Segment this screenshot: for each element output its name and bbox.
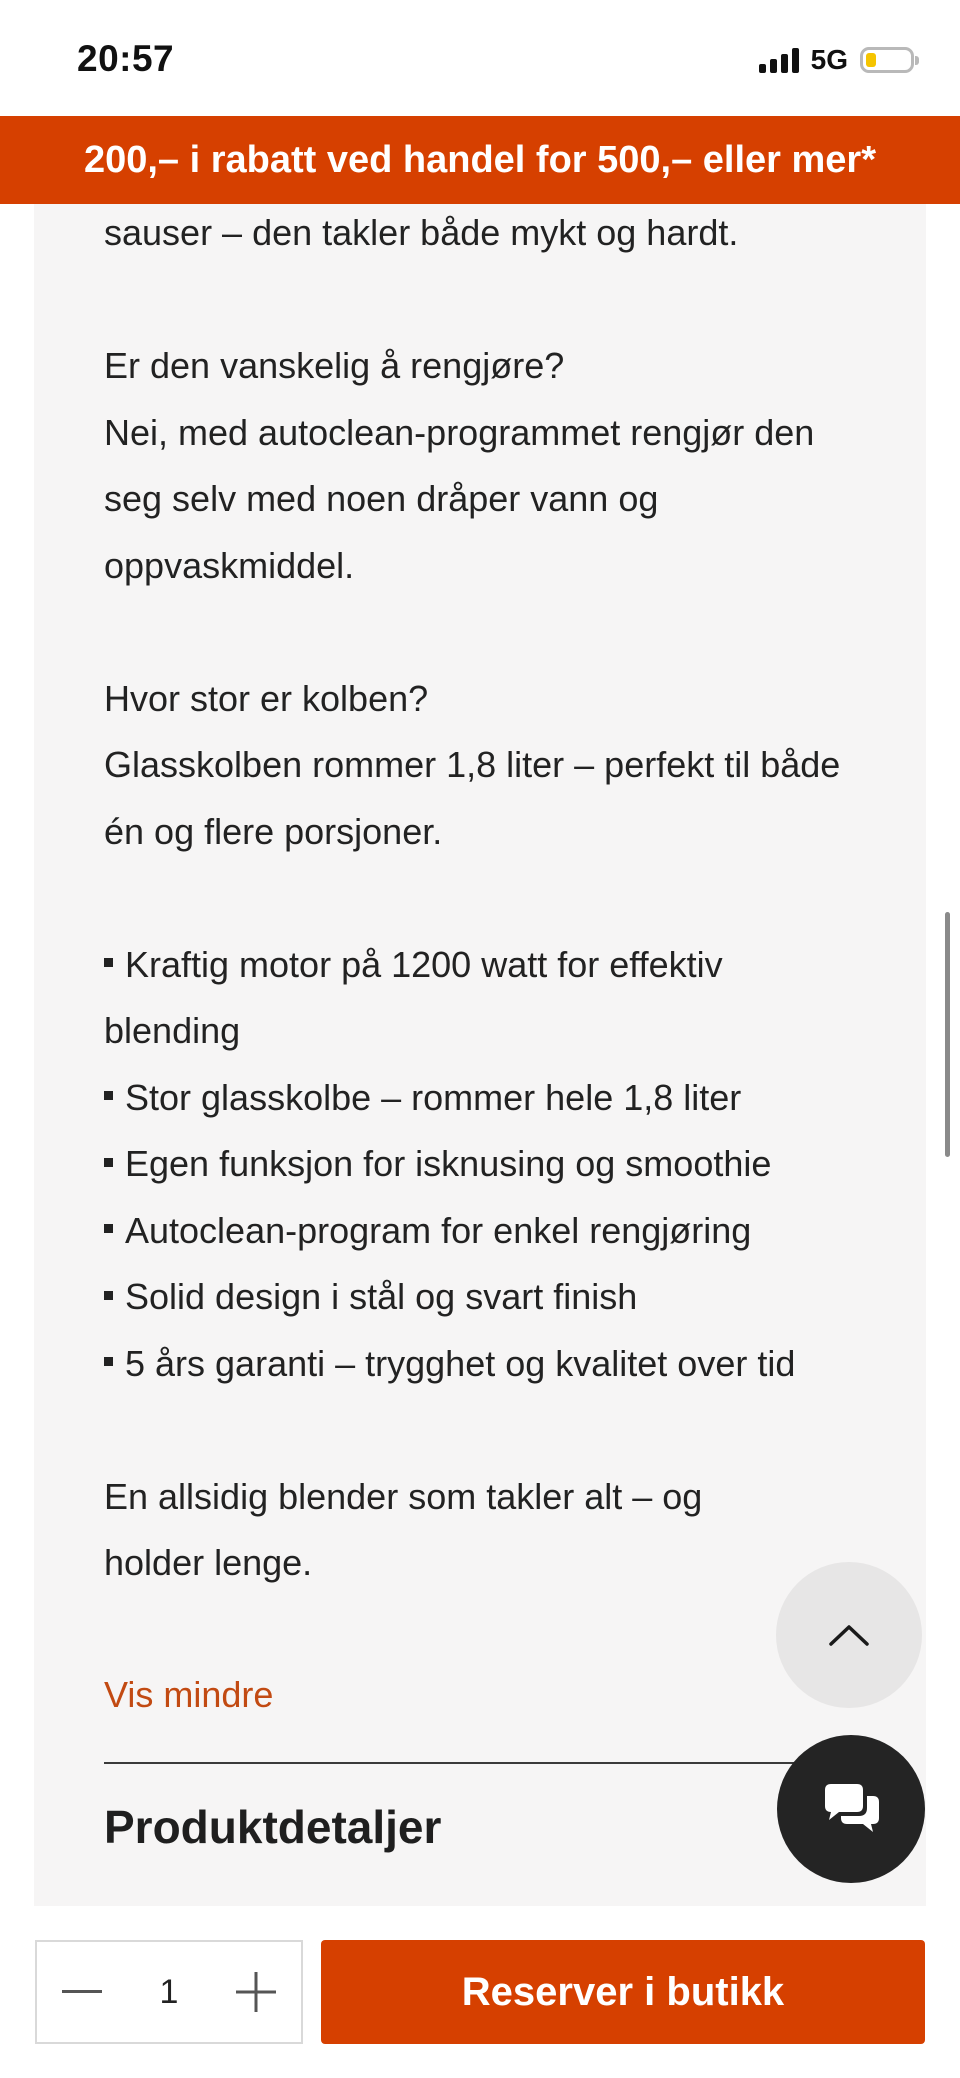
decrease-quantity-button[interactable] [37, 1942, 127, 2042]
quantity-stepper [35, 1940, 303, 2044]
scrollbar[interactable] [945, 912, 950, 1157]
description-text: sauser – den takler både mykt og hardt. [104, 212, 739, 253]
signal-icon [759, 47, 799, 73]
description-closing: En allsidig blender som takler alt – og holder lenge. [104, 1475, 703, 1583]
increase-quantity-button[interactable] [211, 1942, 301, 2042]
status-indicators [759, 42, 914, 78]
minus-icon [62, 1990, 102, 1994]
feature-bullet: Kraftig motor på 1200 watt for effektiv blending [104, 932, 864, 1065]
promo-banner[interactable]: 200,– i rabatt ved handel for 500,– eller mer* [0, 116, 960, 204]
show-less-link[interactable]: Vis mindre [104, 1674, 274, 1715]
reserve-in-store-button[interactable]: Reserver i butikk [321, 1940, 925, 2044]
feature-bullet: Solid design i stål og svart finish [104, 1264, 864, 1331]
feature-bullet: 5 års garanti – trygghet og kvalitet over tid [104, 1331, 864, 1398]
feature-bullet: Stor glasskolbe – rommer hele 1,8 liter [104, 1065, 864, 1132]
plus-icon [236, 1972, 276, 2012]
network-label: 5G [810, 44, 848, 75]
faq-question: Hvor stor er kolben? [104, 677, 429, 719]
faq-question: Er den vanskelig å rengjøre? [104, 345, 565, 386]
status-bar [0, 0, 960, 116]
bottom-action-bar [0, 1906, 960, 2078]
chevron-up-icon [827, 1622, 871, 1648]
faq-answer: Glasskolben rommer 1,8 liter – perfekt til både én og flere porsjoner. [104, 744, 841, 852]
feature-bullet: Egen funksjon for isknusing og smoothie [104, 1131, 864, 1198]
feature-bullet: Autoclean-program for enkel rengjøring [104, 1198, 864, 1265]
battery-icon [860, 47, 914, 73]
section-divider [104, 1762, 804, 1764]
chat-button[interactable] [777, 1735, 925, 1883]
chat-bubbles-icon [819, 1782, 883, 1836]
faq-answer: Nei, med autoclean-programmet rengjør den seg selv med noen dråper vann og oppvaskmiddel. [104, 411, 815, 586]
quantity-value[interactable]: 1 [159, 1972, 179, 2011]
product-details-heading[interactable]: Produktdetaljer [104, 1801, 442, 1853]
status-time: 20:57 [77, 38, 175, 79]
product-description [104, 200, 864, 1597]
scroll-to-top-button[interactable] [776, 1562, 922, 1708]
